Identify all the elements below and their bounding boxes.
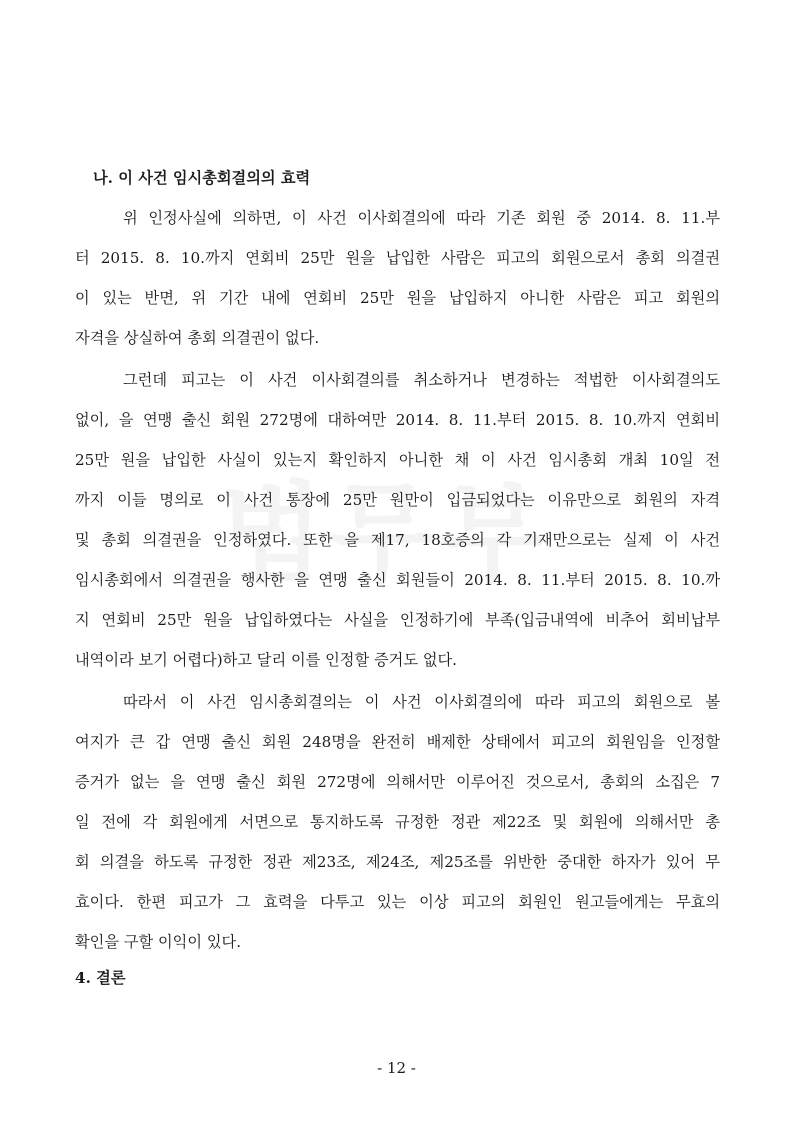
paragraph-1-line-3: 이 있는 반면, 위 기간 내에 연회비 25만 원을 납입하지 아니한 사람은 피고 회원의: [75, 289, 720, 307]
paragraph-2-line-1: 그런데 피고는 이 사건 이사회결의를 취소하거나 변경하는 적법한 이사회결의도: [123, 371, 720, 389]
paragraph-2-line-5: 및 총회 의결권을 인정하였다. 또한 을 제17, 18호증의 각 기재만으로는 실제 이 사건: [75, 531, 720, 549]
conclusion-heading: 4. 결론: [75, 969, 126, 987]
paragraph-3-line-7: 확인을 구할 이익이 있다.: [75, 933, 242, 951]
paragraph-3-line-4: 일 전에 각 회원에게 서면으로 통지하도록 규정한 정관 제22조 및 회원에 의해서만 총: [75, 813, 720, 831]
paragraph-3-line-5: 회 의결을 하도록 규정한 정관 제23조, 제24조, 제25조를 위반한 중대한 하자가 있어 무: [75, 853, 720, 871]
paragraph-3-line-2: 여지가 큰 갑 연맹 출신 회원 248명을 완전히 배제한 상태에서 피고의 회원임을 인정할: [75, 733, 720, 751]
paragraph-2-line-8: 내역이라 보기 어렵다)하고 달리 이를 인정할 증거도 없다.: [75, 651, 457, 669]
paragraph-3-line-6: 효이다. 한편 피고가 그 효력을 다투고 있는 이상 피고의 회원인 원고들에게는 무효의: [75, 893, 720, 911]
paragraph-2-line-2: 없이, 을 연맹 출신 회원 272명에 대하여만 2014. 8. 11.부터 2015. 8. 10.까지 연회비: [75, 411, 720, 429]
paragraph-1-line-4: 자격을 상실하여 총회 의결권이 없다.: [75, 329, 320, 347]
paragraph-2-line-7: 지 연회비 25만 원을 납입하였다는 사실을 인정하기에 부족(입금내역에 비추어 회비납부: [75, 611, 720, 629]
paragraph-3-line-1: 따라서 이 사건 임시총회결의는 이 사건 이사회결의에 따라 피고의 회원으로 볼: [123, 693, 720, 711]
paragraph-2-line-3: 25만 원을 납입한 사실이 있는지 확인하지 아니한 채 이 사건 임시총회 개최 10일 전: [75, 451, 720, 469]
paragraph-2-line-6: 임시총회에서 의결권을 행사한 을 연맹 출신 회원들이 2014. 8. 11.부터 2015. 8. 10.까: [75, 571, 720, 589]
paragraph-1-line-1: 위 인정사실에 의하면, 이 사건 이사회결의에 따라 기존 회원 중 2014. 8. 11.부: [123, 209, 720, 227]
section-heading: 나. 이 사건 임시총회결의의 효력: [93, 169, 311, 187]
paragraph-2-line-4: 까지 이들 명의로 이 사건 통장에 25만 원만이 입금되었다는 이유만으로 회원의 자격: [75, 491, 720, 509]
page-number: - 12 -: [377, 1059, 416, 1077]
paragraph-1-line-2: 터 2015. 8. 10.까지 연회비 25만 원을 납입한 사람은 피고의 회원으로서 총회 의결권: [75, 249, 720, 267]
paragraph-3-line-3: 증거가 없는 을 연맹 출신 회원 272명에 의해서만 이루어진 것으로서, 총회의 소집은 7: [75, 773, 720, 791]
